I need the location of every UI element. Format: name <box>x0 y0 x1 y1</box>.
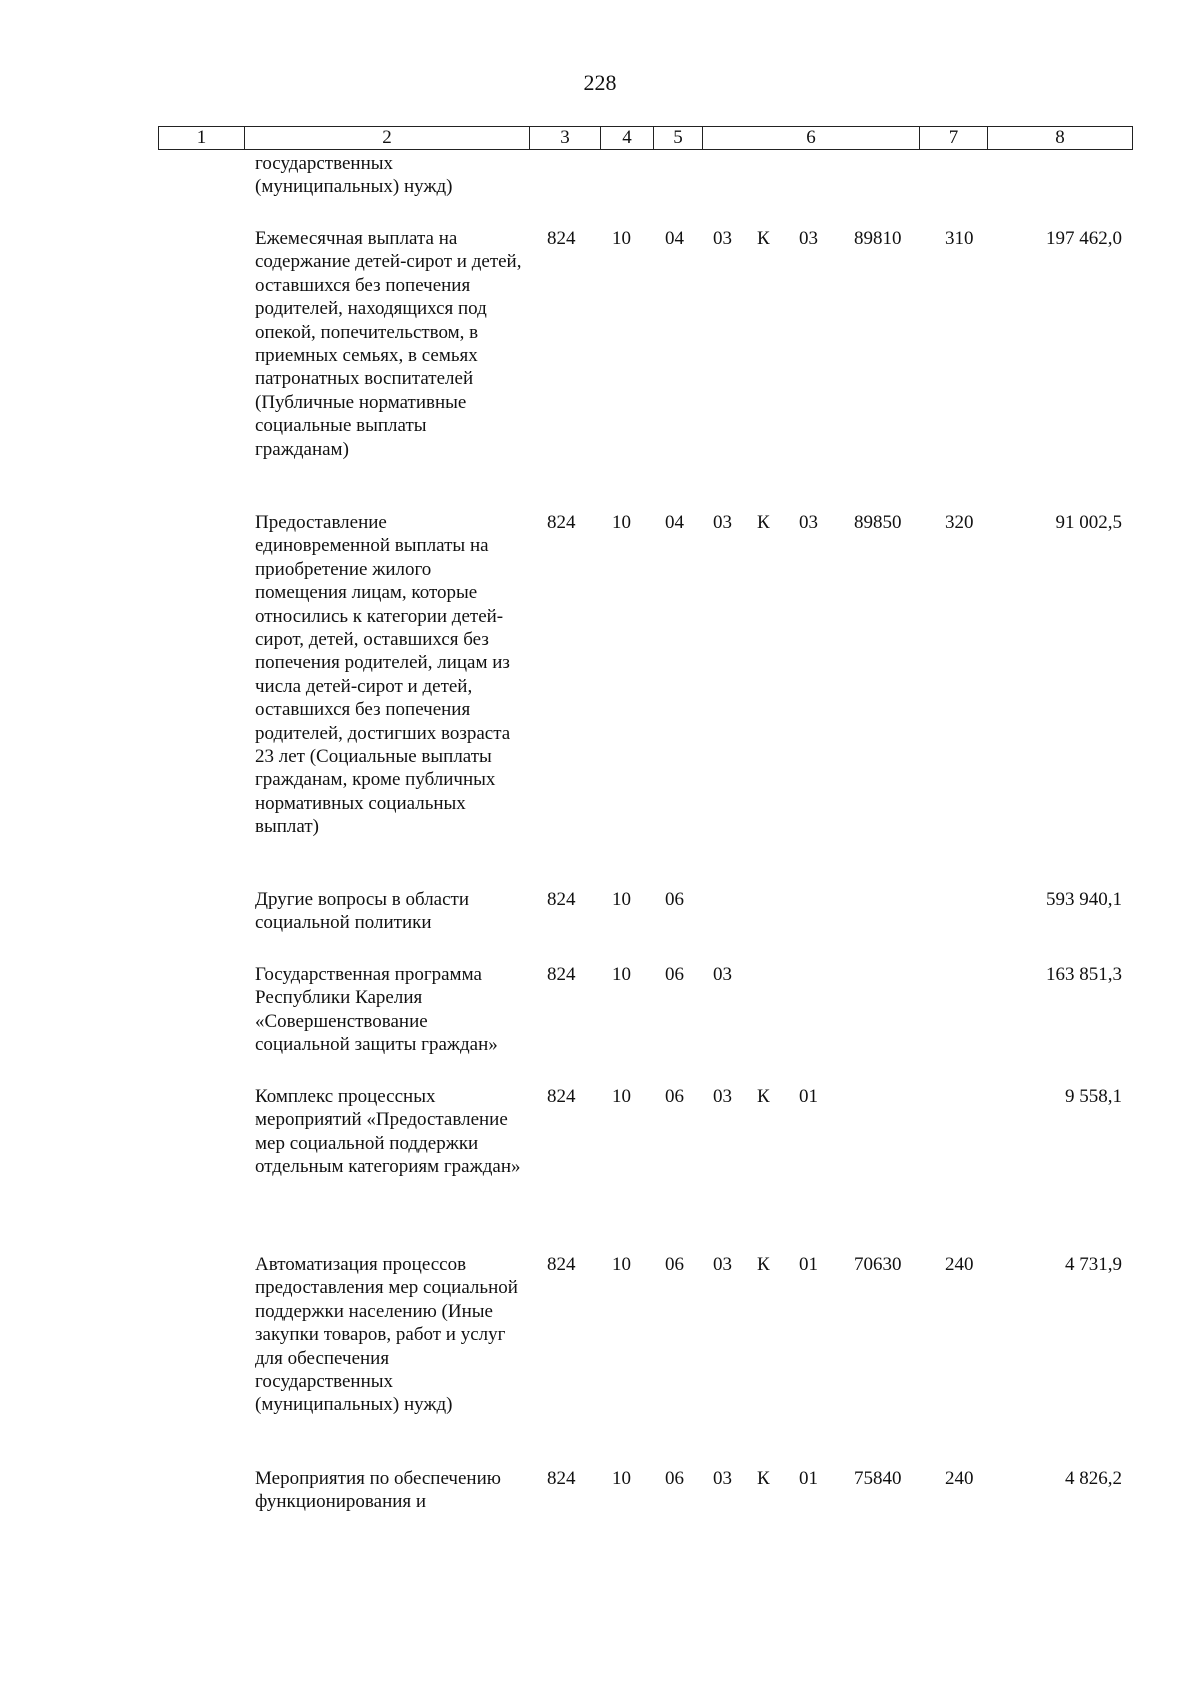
row-amount: 197 462,0 <box>1046 228 1122 249</box>
row-target-code-direction: 70630 <box>854 1254 902 1275</box>
row-target-code-type: К <box>757 228 770 249</box>
row-target-code-program: 03 <box>713 512 732 533</box>
row-description: Предоставление единовременной выплаты на приобретение жилого помещения лицам, которые относились к категории детей-сирот, детей, оставшихся без попечения родителей, лицам из числа детей-сирот и детей, оставшихся без попечения родителей, достигших возраста 23 лет (Социальные выплаты гражданам, кроме публичных нормативных социальных выплат) <box>255 512 511 838</box>
row-target-code-program: 03 <box>713 964 732 985</box>
row-subsection-code: 06 <box>665 1254 684 1275</box>
column-header-7: 7 <box>920 127 988 150</box>
row-target-code-direction: 75840 <box>854 1468 902 1489</box>
column-header-3: 3 <box>530 127 601 150</box>
row-amount: 9 558,1 <box>1065 1086 1122 1107</box>
row-description: Ежемесячная выплата на содержание детей-сирот и детей, оставшихся без попечения родителей, находящихся под опекой, попечительством, в приемных семьях, в семьях патронатных воспитателей (Публичные нормативные социальные выплаты гражданам) <box>255 228 522 460</box>
row-subsection-code: 06 <box>665 964 684 985</box>
row-description: Государственная программа Республики Карелия «Совершенствование социальной защиты граждан» <box>255 964 498 1056</box>
row-subsection-code: 04 <box>665 228 684 249</box>
row-section-code: 10 <box>612 1254 631 1275</box>
row-section-code: 10 <box>612 228 631 249</box>
row-target-code-program: 03 <box>713 1468 732 1489</box>
column-header-5: 5 <box>654 127 703 150</box>
column-header-table <box>158 126 1133 150</box>
row-amount: 593 940,1 <box>1046 889 1122 910</box>
row-section-code: 10 <box>612 512 631 533</box>
row-admin-code: 824 <box>547 964 576 985</box>
row-amount: 163 851,3 <box>1046 964 1122 985</box>
row-target-code-program: 03 <box>713 1254 732 1275</box>
row-target-code-complex: 03 <box>799 512 818 533</box>
row-admin-code: 824 <box>547 889 576 910</box>
column-header-8: 8 <box>988 127 1133 150</box>
column-header-2: 2 <box>245 127 530 150</box>
row-target-code-complex: 01 <box>799 1254 818 1275</box>
row-section-code: 10 <box>612 889 631 910</box>
row-subsection-code: 06 <box>665 1086 684 1107</box>
row-target-code-complex: 01 <box>799 1468 818 1489</box>
row-admin-code: 824 <box>547 228 576 249</box>
row-target-code-type: К <box>757 1468 770 1489</box>
row-admin-code: 824 <box>547 1468 576 1489</box>
row-target-code-type: К <box>757 1254 770 1275</box>
row-expense-type: 240 <box>945 1254 974 1275</box>
row-target-code-complex: 03 <box>799 228 818 249</box>
column-header-1: 1 <box>159 127 245 150</box>
row-admin-code: 824 <box>547 1254 576 1275</box>
row-amount: 4 826,2 <box>1065 1468 1122 1489</box>
row-admin-code: 824 <box>547 512 576 533</box>
column-header-4: 4 <box>601 127 654 150</box>
row-target-code-complex: 01 <box>799 1086 818 1107</box>
row-description: Комплекс процессных мероприятий «Предоставление мер социальной поддержки отдельным категориям граждан» <box>255 1086 521 1178</box>
row-expense-type: 240 <box>945 1468 974 1489</box>
row-description: Мероприятия по обеспечению функционирования и <box>255 1468 501 1513</box>
row-subsection-code: 04 <box>665 512 684 533</box>
row-subsection-code: 06 <box>665 1468 684 1489</box>
row-section-code: 10 <box>612 964 631 985</box>
row-description: Автоматизация процессов предоставления мер социальной поддержки населению (Иные закупки товаров, работ и услуг для обеспечения государственных (муниципальных) нужд) <box>255 1254 518 1416</box>
row-target-code-direction: 89850 <box>854 512 902 533</box>
row-section-code: 10 <box>612 1086 631 1107</box>
row-amount: 4 731,9 <box>1065 1254 1122 1275</box>
row-section-code: 10 <box>612 1468 631 1489</box>
row-target-code-program: 03 <box>713 1086 732 1107</box>
row-expense-type: 310 <box>945 228 974 249</box>
row-subsection-code: 06 <box>665 889 684 910</box>
row-expense-type: 320 <box>945 512 974 533</box>
row-target-code-program: 03 <box>713 228 732 249</box>
row-target-code-type: К <box>757 512 770 533</box>
row-target-code-direction: 89810 <box>854 228 902 249</box>
page-number: 228 <box>583 70 617 95</box>
continuation-text: государственных (муниципальных) нужд) <box>255 153 453 198</box>
column-header-6: 6 <box>703 127 920 150</box>
row-description: Другие вопросы в области социальной политики <box>255 889 470 934</box>
row-admin-code: 824 <box>547 1086 576 1107</box>
row-amount: 91 002,5 <box>1055 512 1122 533</box>
row-target-code-type: К <box>757 1086 770 1107</box>
